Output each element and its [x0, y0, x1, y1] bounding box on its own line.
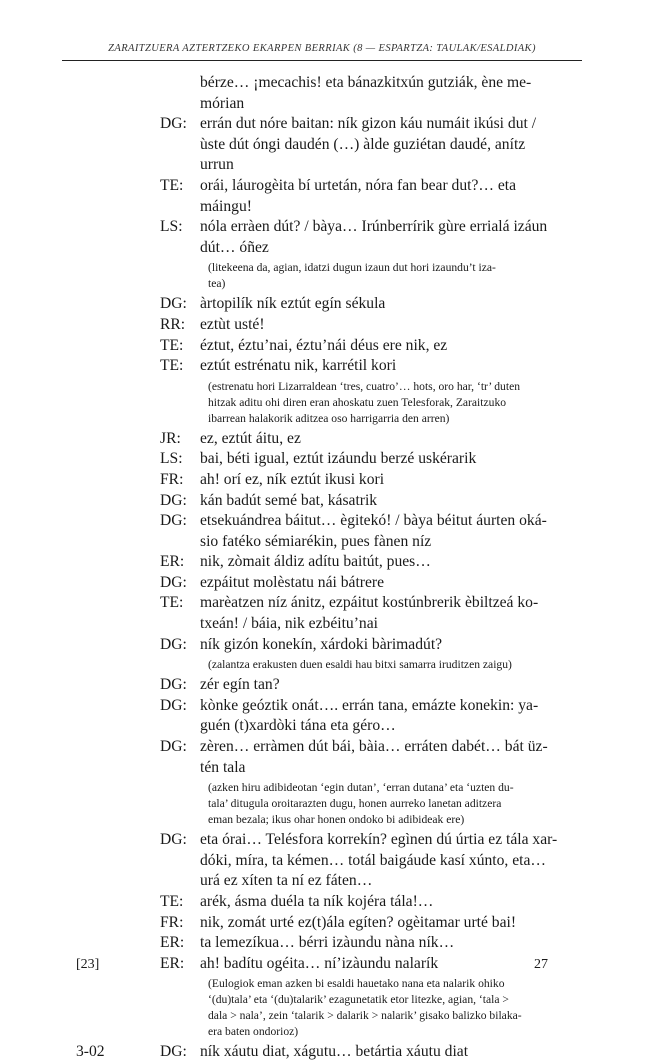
speaker-label: TE:	[160, 893, 184, 910]
utterance-text: tén tala	[200, 758, 246, 776]
note-text: ibarrean halakorik aditzea oso harrigarria den arren)	[208, 411, 450, 425]
note-line	[0, 379, 645, 395]
utterance-text: ah! orí ez, ník eztút ikusi kori	[200, 470, 385, 488]
utterance-text: eztút estrénatu nik, karrétil kori	[200, 357, 397, 375]
transcript-line	[0, 429, 645, 450]
speaker-label: DG:	[160, 512, 187, 530]
transcript-line	[0, 675, 645, 696]
note-line	[0, 411, 645, 427]
speaker-label: JR:	[160, 429, 181, 447]
transcript-line	[0, 892, 645, 913]
speaker-label: TE:	[160, 357, 184, 375]
note-text: era baten ondorioz)	[208, 1025, 299, 1039]
utterance-text: máingu!	[200, 197, 252, 215]
utterance-text: txeán! / báia, nik ezbéitu’nai	[200, 615, 378, 633]
speaker-label: DG:	[160, 295, 187, 313]
speaker-label: DG:	[160, 696, 187, 714]
note-text: eman bezala; ikus ohar honen ondoko bi adibideak ere)	[208, 813, 465, 827]
note-line	[0, 1008, 645, 1024]
transcript-line	[0, 593, 645, 614]
transcript-line	[0, 449, 645, 470]
speaker-label: DG:	[160, 115, 187, 133]
transcript-line	[0, 913, 645, 934]
speaker-label: ER:	[160, 934, 185, 952]
utterance-text: urá ez xíten ta ní ez fáten…	[200, 872, 373, 890]
utterance-text: mórian	[200, 94, 245, 112]
utterance-text: arék, ásma duéla ta ník kojéra tála!…	[200, 893, 434, 910]
transcript-line	[0, 696, 645, 717]
note-text: (zalantza erakusten duen esaldi hau bitxi samarra iruditzen zaigu)	[208, 658, 512, 672]
note-text: (litekeena da, agian, idatzi dugun izaun dut hori izaundu’t iza-	[208, 261, 496, 275]
transcript-body	[0, 73, 645, 1063]
utterance-text: ník xáutu diat, xágutu… betártia xáutu diat	[200, 1043, 469, 1061]
note-line	[0, 796, 645, 812]
transcript-line	[0, 830, 645, 851]
note-line	[0, 657, 645, 673]
transcript-line	[0, 114, 645, 135]
utterance-text: dóki, míra, ta kémen… totál baigáude kasí xúnto, eta…	[200, 851, 547, 869]
transcript-line	[0, 238, 645, 259]
section-marker: 3-02	[76, 1043, 105, 1061]
note-text: tea)	[208, 277, 226, 291]
note-line	[0, 992, 645, 1008]
speaker-label: TE:	[160, 594, 184, 612]
utterance-text: zèren… erràmen dút bái, bàia… erráten dabét… bát üz-	[200, 738, 548, 756]
utterance-text: dút… óñez	[200, 238, 269, 256]
transcript-line	[0, 155, 645, 176]
utterance-text: guén (t)xardòki tána eta géro…	[200, 717, 396, 735]
note-text: hitzak aditu ohi diren eran ahoskatu zuen Telesforak, Zaraitzuko	[208, 395, 507, 409]
transcript-line	[0, 552, 645, 573]
utterance-text: eta órai… Telésfora korrekín? egìnen dú úrtia ez tála xar-	[200, 831, 558, 849]
running-header: ZARAITZUERA AZTERTZEKO EKARPEN BERRIAK (8 — ESPARTZA: TAULAK/ESALDIAK)	[108, 43, 536, 54]
transcript-line	[0, 635, 645, 656]
transcript-line	[0, 491, 645, 512]
transcript-line	[0, 470, 645, 491]
transcript-line	[0, 871, 645, 892]
note-line	[0, 976, 645, 992]
note-text: dala > nala’, zein ‘talarik > dalarik > nalarik’ gisako balizko bilaka-	[208, 1009, 522, 1023]
transcript-line	[0, 73, 645, 94]
speaker-label: DG:	[160, 676, 187, 694]
transcript-line	[0, 851, 645, 872]
transcript-line	[0, 511, 645, 532]
utterance-text: nik, zomát urté ez(t)ála egíten? ogèitamar urté bai!	[200, 913, 517, 931]
transcript-line	[0, 933, 645, 954]
speaker-label: LS:	[160, 450, 183, 468]
transcript-line	[0, 336, 645, 357]
utterance-text: orái, láurogèita bí urtetán, nóra fan bear dut?… eta	[200, 176, 517, 194]
utterance-text: sio fatéko sémiarékin, pues fànen níz	[200, 532, 432, 550]
speaker-label: TE:	[160, 336, 184, 354]
note-line	[0, 260, 645, 276]
speaker-label: RR:	[160, 315, 186, 333]
utterance-text: ah! badítu ogéita… ní’izàundu nalarík	[200, 954, 439, 972]
utterance-text: ezpáitut molèstatu nái bátrere	[200, 573, 385, 591]
utterance-text: etsekuándrea báitut… ègitekó! / bàya béitut áurten oká-	[200, 512, 547, 530]
note-line	[0, 276, 645, 292]
utterance-text: àrtopilík ník eztút egín sékula	[200, 295, 386, 313]
speaker-label: FR:	[160, 470, 184, 488]
utterance-text: nóla erràen dút? / bàya… Irúnberrírik gùre errialá izáun	[200, 218, 548, 236]
utterance-text: ta lemezíkua… bérri izàundu nàna ník…	[200, 934, 455, 952]
speaker-label: TE:	[160, 176, 184, 194]
transcript-line	[0, 737, 645, 758]
transcript-line	[0, 294, 645, 315]
transcript-line	[0, 356, 645, 377]
speaker-label: LS:	[160, 218, 183, 236]
note-line	[0, 780, 645, 796]
utterance-text: nik, zòmait áldiz adítu baitút, pues…	[200, 553, 431, 571]
note-text: (azken hiru adibideotan ‘egin dutan’, ‘erran dutana’ eta ‘uzten du-	[208, 781, 514, 795]
speaker-label: DG:	[160, 738, 187, 756]
note-line	[0, 1024, 645, 1040]
utterance-text: ez, eztút áitu, ez	[200, 429, 301, 447]
transcript-line	[0, 176, 645, 197]
utterance-text: kán badút semé bat, kásatrik	[200, 491, 378, 509]
transcript-line	[0, 197, 645, 218]
speaker-label: DG:	[160, 635, 187, 653]
transcript-line	[0, 614, 645, 635]
transcript-line	[0, 573, 645, 594]
header-rule	[62, 60, 582, 61]
note-text: (Eulogiok eman azken bi esaldi hauetako nana eta nalarik ohiko	[208, 977, 505, 991]
transcript-line	[0, 94, 645, 115]
transcript-line	[0, 135, 645, 156]
utterance-text: éztut, éztu’nai, éztu’nái déus ere nik, ez	[200, 336, 448, 354]
note-line	[0, 812, 645, 828]
speaker-label: DG:	[160, 573, 187, 591]
utterance-text: errán dut nóre baitan: ník gizon káu numáit ikúsi dut /	[200, 115, 537, 133]
page-number: 27	[534, 957, 548, 972]
utterance-text: urrun	[200, 156, 234, 174]
utterance-text: eztùt usté!	[200, 315, 265, 333]
speaker-label: DG:	[160, 831, 187, 849]
page-folio-left: [23]	[76, 957, 100, 972]
utterance-text: ník gizón konekín, xárdoki bàrimadút?	[200, 635, 443, 653]
speaker-label: DG:	[160, 1043, 187, 1061]
speaker-label: DG:	[160, 491, 187, 509]
utterance-text: ùste dút óngi daudén (…) àlde guziétan daudé, anítz	[200, 135, 526, 153]
speaker-label: ER:	[160, 553, 185, 571]
transcript-line	[0, 217, 645, 238]
transcript-line	[0, 532, 645, 553]
transcript-line	[0, 315, 645, 336]
utterance-text: marèatzen níz ánitz, ezpáitut kostúnbrerik èbiltzeá ko-	[200, 594, 539, 612]
transcript-line	[0, 716, 645, 737]
speaker-label: FR:	[160, 913, 184, 931]
note-text: tala’ ditugula oroitarazten dugu, honen aurreko lanetan aditzera	[208, 797, 502, 811]
utterance-text: bérze… ¡mecachis! eta bánazkitxún gutziák, ène me-	[200, 74, 532, 91]
transcript-line	[0, 1042, 645, 1063]
note-line	[0, 395, 645, 411]
transcript-line	[0, 758, 645, 779]
note-text: (estrenatu hori Lizarraldean ‘tres, cuatro’… hots, oro har, ‘tr’ duten	[208, 379, 521, 393]
utterance-text: zér egín tan?	[200, 676, 280, 694]
speaker-label: ER:	[160, 954, 185, 972]
utterance-text: kònke geóztik onát…. errán tana, emázte konekin: ya-	[200, 696, 539, 714]
note-text: ‘(du)tala’ eta ‘(du)talarik’ ezagunetatik etor litezke, agian, ‘tala >	[208, 993, 509, 1007]
utterance-text: bai, béti igual, eztút izáundu berzé uskérarik	[200, 450, 477, 468]
